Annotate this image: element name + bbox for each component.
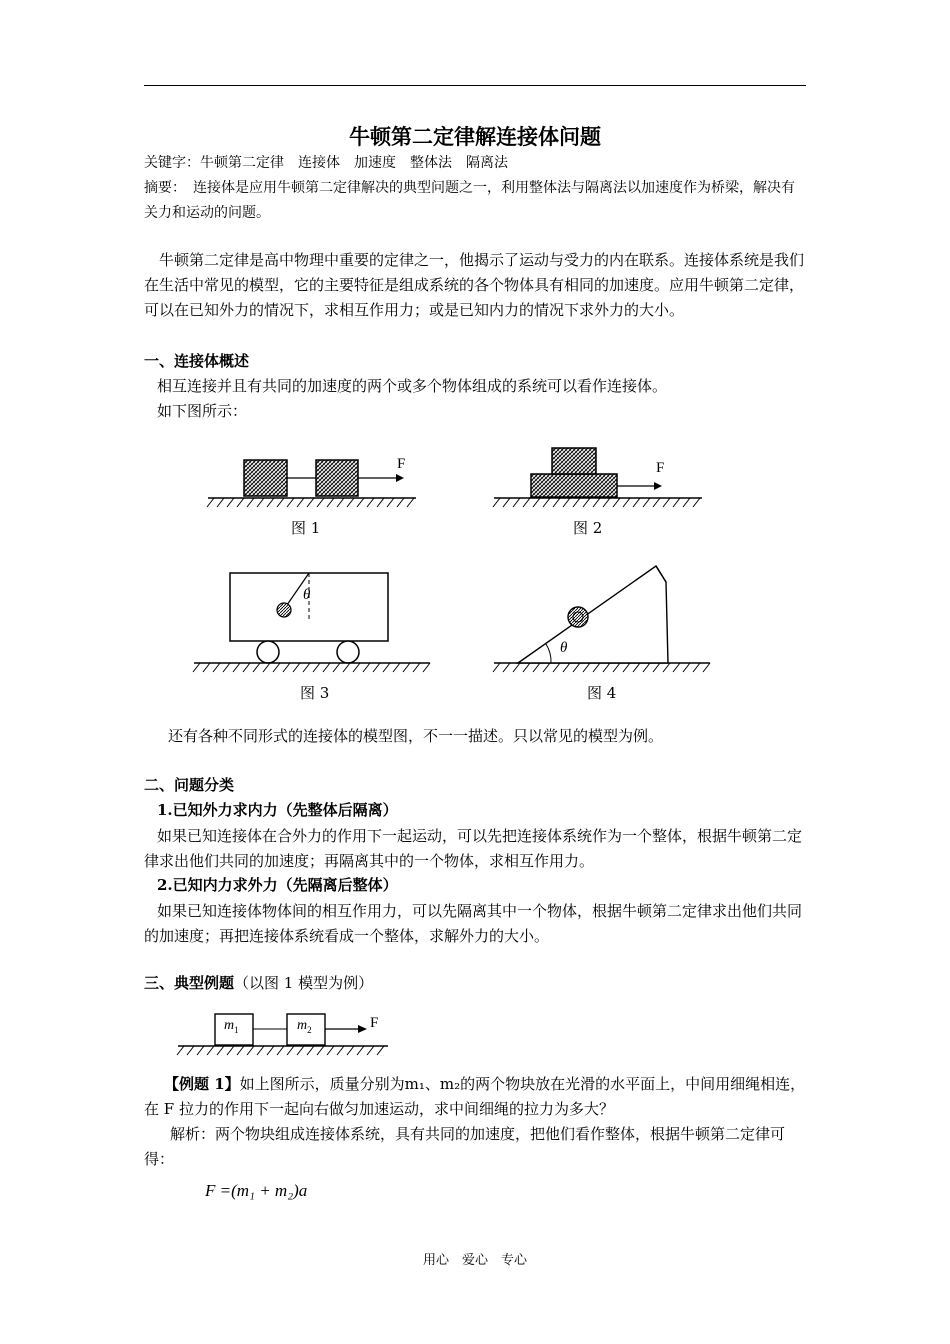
- example-1-text: 如上图所示，质量分别为m₁、m₂的两个物块放在光滑的水平面上，中间用细绳相连，在 F 拉力的作用下一起向右做匀加速运动，求中间细绳的拉力为多大？: [144, 1075, 806, 1118]
- figure-2-diagram: [488, 444, 708, 510]
- page-footer: 用心 爱心 专心: [422, 1253, 527, 1268]
- example-1-paragraph: [144, 1072, 808, 1122]
- subsection-2-heading: 2.已知内力求外力（先隔离后整体）: [157, 876, 398, 894]
- figure-1-caption: 图 1: [291, 519, 321, 537]
- figure-4-caption: 图 4: [587, 684, 617, 702]
- block-right: [316, 460, 358, 496]
- example-force-label: F: [370, 1015, 379, 1031]
- section-3-note: （以图 1 模型为例）: [234, 974, 374, 992]
- incline-ball: [568, 607, 588, 627]
- top-block: [552, 448, 596, 474]
- doc-title: 牛顿第二定律解连接体问题: [349, 124, 601, 149]
- subsection-1-heading: 1.已知外力求内力（先整体后隔离）: [157, 801, 398, 819]
- figure-2-caption: 图 2: [573, 519, 603, 537]
- figure-4-theta-label: θ: [560, 640, 568, 656]
- section-1-see-figure: 如下图所示：: [157, 402, 248, 420]
- after-figures-text: 还有各种不同形式的连接体的模型图，不一一描述。只以常见的模型为例。: [168, 727, 664, 745]
- cart-wheel-right: [337, 641, 359, 663]
- figure-3-diagram: [190, 568, 440, 680]
- figure-4-diagram: [488, 560, 718, 678]
- label-m1: $m_1$: [224, 1018, 239, 1035]
- section-3-heading-line: [144, 972, 373, 993]
- intro-paragraph: 牛顿第二定律是高中物理中重要的定律之一，他揭示了运动与受力的内在联系。连接体系统是我们在生活中常见的模型，它的主要特征是组成系统的各个物体具有相同的加速度。应用牛顿第二定律，可以在已知外力的情况下，求相互作用力；或是已知内力的情况下求外力的大小。: [144, 251, 805, 319]
- section-2-heading: 二、问题分类: [144, 776, 235, 794]
- cart-wheel-left: [257, 641, 279, 663]
- section-1-definition: 相互连接并且有共同的加速度的两个或多个物体组成的系统可以看作连接体。: [157, 377, 668, 395]
- keywords-line: 关键字：牛顿第二定律 连接体 加速度 整体法 隔离法: [144, 155, 508, 171]
- hanging-ball: [277, 603, 291, 617]
- section-3-heading: 三、典型例题: [144, 974, 235, 992]
- section-1-heading: 一、连接体概述: [144, 352, 250, 370]
- figure-1-diagram: [200, 448, 420, 510]
- block-left: [244, 460, 287, 496]
- label-m2: $m_2$: [297, 1018, 312, 1035]
- figure-3-theta-label: θ: [303, 587, 311, 603]
- example-1-tag: 【例题 1】: [164, 1075, 240, 1093]
- bottom-board: [531, 474, 617, 497]
- subsection-2-text: 如果已知连接体物体间的相互作用力，可以先隔离其中一个物体，根据牛顿第二定律求出他们共同的加速度；再把连接体系统看成一个整体，求解外力的大小。: [144, 902, 803, 945]
- header-rule: [144, 85, 806, 86]
- equation: F =(m₁ + m₂)a: [205, 1181, 308, 1200]
- incline-wedge: [518, 566, 668, 663]
- figure-1-force-label: F: [397, 456, 406, 472]
- abstract-paragraph: 摘要： 连接体是应用牛顿第二定律解决的典型问题之一，利用整体法与隔离法以加速度作为桥梁，解决有关力和运动的问题。: [144, 180, 795, 221]
- analysis-paragraph: 解析：两个物块组成连接体系统，具有共同的加速度，把他们看作整体，根据牛顿第二定律可得：: [144, 1125, 786, 1168]
- figure-3-caption: 图 3: [300, 684, 330, 702]
- subsection-1-text: 如果已知连接体在合外力的作用下一起运动，可以先把连接体系统作为一个整体，根据牛顿第二定律求出他们共同的加速度；再隔离其中的一个物体，求相互作用力。: [144, 827, 803, 870]
- figure-2-force-label: F: [656, 460, 665, 476]
- example-diagram: [170, 1010, 395, 1062]
